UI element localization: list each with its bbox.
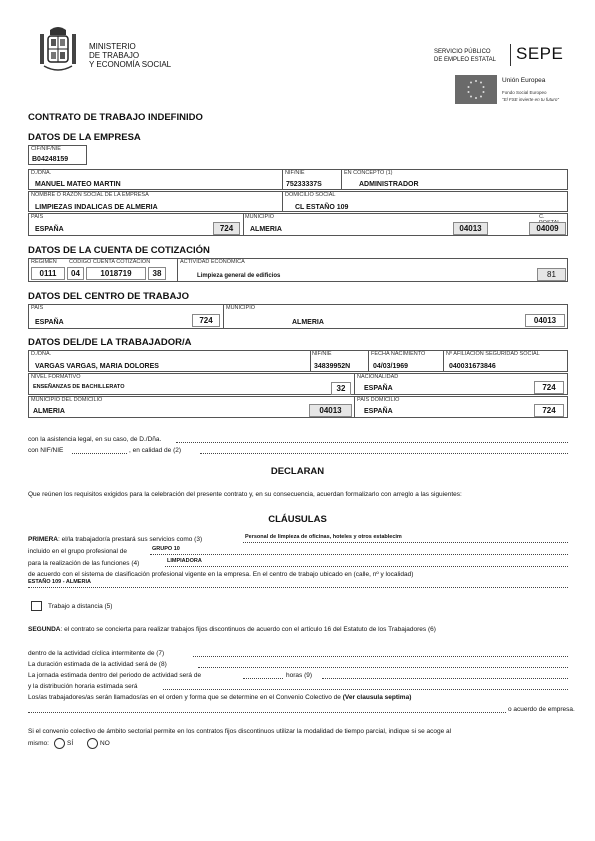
empresa-row-2: NOMBRE O RAZÓN SOCIAL DE LA EMPRESA LIMPIEZAS INDALICAS DE ALMERIA DOMICILIO SOCIAL CL ESTAÑO 109 — [28, 191, 568, 212]
jornada-label: La jornada estimada dentro del periodo de actividad será de — [28, 672, 202, 679]
clausula-primera: PRIMERA: el/la trabajador/a prestará sus servicios como (3) — [28, 536, 203, 543]
cotizacion-actividad-code: 81 — [537, 268, 566, 281]
coat-of-arms-icon — [36, 22, 80, 78]
section-centro-title: DATOS DEL CENTRO DE TRABAJO — [28, 291, 189, 302]
trabajador-municipio: ALMERIA — [33, 408, 65, 415]
section-empresa-title: DATOS DE LA EMPRESA — [28, 132, 141, 143]
centro-pais-code: 724 — [192, 314, 220, 327]
empresa-representante: MANUEL MATEO MARTIN — [35, 181, 121, 188]
cotizacion-actividad: Limpieza general de edificios — [197, 273, 281, 279]
empresa-nif: 75233337S — [286, 181, 322, 188]
eu-flag-icon — [455, 75, 497, 104]
centro-pais: ESPAÑA — [35, 319, 64, 326]
no-radio[interactable] — [87, 738, 98, 749]
empresa-cpostal: 04009 — [529, 222, 566, 235]
asistencia-calidad-label: , en calidad de (2) — [129, 447, 182, 454]
trabajador-nombre: VARGAS VARGAS, MARIA DOLORES — [35, 363, 159, 370]
trabajo-distancia-label: Trabajo a distancia (5) — [48, 603, 113, 610]
eu-title: Unión Europea — [502, 77, 546, 84]
eu-slogan: "El FSE invierte en tu futuro" — [502, 97, 559, 102]
trabajador-nif: 34839952N — [314, 363, 351, 370]
sepe-service: SERVICIO PÚBLICO DE EMPLEO ESTATAL — [434, 49, 497, 63]
duracion-label: La duración estimada de la actividad será de (8) — [28, 661, 167, 668]
trabajador-pais-domicilio-code: 724 — [534, 404, 564, 417]
dentro-label: dentro de la actividad cíclica intermitente de (7) — [28, 650, 165, 657]
empresa-domicilio: CL ESTAÑO 109 — [295, 204, 349, 211]
trabajador-nacionalidad: ESPAÑA — [364, 385, 393, 392]
centro-municipio: ALMERIA — [292, 319, 324, 326]
declaran-title: DECLARAN — [270, 466, 325, 477]
sepe-divider — [510, 44, 511, 66]
centro-ubicacion-value: ESTAÑO 109 - ALMERIA — [28, 579, 91, 585]
si-label: SÍ — [67, 740, 74, 747]
trabajador-row-2: NIVEL FORMATIVO ENSEÑANZAS DE BACHILLERATO 32 NACIONALIDAD ESPAÑA 724 — [28, 373, 568, 395]
cotizacion-prov: 04 — [67, 267, 84, 280]
ministry-name: MINISTERIO DE TRABAJO Y ECONOMÍA SOCIAL — [89, 42, 172, 69]
section-trabajador-title: DATOS DEL/DE LA TRABAJADOR/A — [28, 337, 192, 348]
funciones-value: LIMPIADORA — [167, 558, 202, 564]
cotizacion-row: RÉGIMEN CÓDIGO CUENTA COTIZACIÓN ACTIVIDAD ECONÓMICA 0111 04 1018719 38 Limpieza general de edificios 81 — [28, 258, 568, 282]
trabajador-fecha-nacimiento: 04/03/1969 — [373, 363, 409, 370]
empresa-pais: ESPAÑA — [35, 226, 64, 233]
centro-row: PAÍS ESPAÑA 724 MUNICIPIO ALMERIA 04013 — [28, 304, 568, 329]
funciones-label: para la realización de las funciones (4) — [28, 560, 140, 567]
clausulas-title: CLÁUSULAS — [268, 514, 327, 525]
asistencia-nif-label: con NIF/NIE — [28, 447, 64, 454]
empresa-municipio: ALMERIA — [250, 226, 282, 233]
empresa-razon-social: LIMPIEZAS INDALICAS DE ALMERIA — [35, 204, 158, 211]
empresa-row-1: D./DÑA. MANUEL MATEO MARTIN NIF/NIE 75233337S EN CONCEPTO (1) ADMINISTRADOR — [28, 169, 568, 190]
empresa-pais-code: 724 — [213, 222, 240, 235]
clausula-segunda: SEGUNDA: el contrato se concierta para realizar trabajos fijos discontinuos de acuerdo con el artículo 16 del Estatuto de los Trabajadores (6) — [28, 626, 436, 633]
convenio-label: Si el convenio colectivo de ámbito sectorial permite en los contratos fijos discontinuos utilizar la modalidad de tiempo parcial, indique si se acoge al — [28, 728, 452, 735]
section-cotizacion-title: DATOS DE LA CUENTA DE COTIZACIÓN — [28, 245, 210, 256]
acuerdo-label: o acuerdo de empresa. — [508, 706, 575, 713]
document-title: CONTRATO DE TRABAJO INDEFINIDO — [28, 112, 203, 123]
grupo-value: GRUPO 10 — [152, 546, 180, 552]
sepe-logo: SEPE — [516, 44, 564, 63]
jornada-horas-label: horas (9) — [286, 672, 313, 679]
grupo-label: incluido en el grupo profesional de — [28, 548, 128, 555]
cif-box: CIF/NIF/NIE B04248159 — [28, 145, 87, 165]
trabajador-nacionalidad-code: 724 — [534, 381, 564, 394]
centro-municipio-code: 04013 — [525, 314, 565, 327]
asistencia-line-1: con la asistencia legal, en su caso, de D./Dña. — [28, 436, 162, 443]
empresa-row-3: PAÍS ESPAÑA 724 MUNICIPIO ALMERIA 04013 C. 04009 — [28, 213, 568, 236]
trabajador-row-3: MUNICIPIO DEL DOMICILIO ALMERIA 04013 PAÍS DOMICILIO ESPAÑA 724 — [28, 396, 568, 418]
declaran-text: Que reúnen los requisitos exigidos para la celebración del presente contrato y, en su consecuencia, acuerdan formalizarlo con arreglo a las siguientes: — [28, 491, 462, 498]
trabajo-distancia-checkbox[interactable] — [31, 601, 42, 611]
empresa-municipio-code: 04013 — [453, 222, 488, 235]
cotizacion-dc: 38 — [148, 267, 166, 280]
trabajador-municipio-code: 04013 — [309, 404, 352, 417]
llamados-label: Los/as trabajadores/as serán llamados/as en el orden y forma que se determine en el Convenio Colectivo de (Ver clausula septima) — [28, 694, 412, 701]
clasificacion-label: de acuerdo con el sistema de clasificación profesional vigente en la empresa. En el centro de trabajo ubicado en (calle, nº y localidad) — [28, 571, 414, 578]
trabajador-row-1: D./DÑA. VARGAS VARGAS, MARIA DOLORES NIF/NIE 34839952N FECHA NACIMIENTO 04/03/1969 Nº AFILIACIÓN SEGURIDAD SOCIAL 040031673846 — [28, 350, 568, 372]
mismo-label: mismo: — [28, 740, 49, 747]
trabajador-nivel-code: 32 — [331, 382, 351, 395]
trabajador-nivel-formativo: ENSEÑANZAS DE BACHILLERATO — [33, 384, 125, 390]
distribucion-label: y la distribución horaria estimada será — [28, 683, 138, 690]
cif-value: B04248159 — [32, 156, 69, 163]
ministry-logo — [36, 22, 80, 78]
primera-puesto-value: Personal de limpieza de oficinas, hoteles y otros establecim — [245, 534, 402, 540]
cotizacion-regimen: 0111 — [31, 267, 65, 280]
no-label: NO — [100, 740, 110, 747]
eu-fund: Fondo Social Europeo — [502, 90, 547, 95]
empresa-concepto: ADMINISTRADOR — [359, 181, 419, 188]
si-radio[interactable] — [54, 738, 65, 749]
cotizacion-numero: 1018719 — [86, 267, 146, 280]
trabajador-afiliacion: 040031673846 — [449, 363, 496, 370]
trabajador-pais-domicilio: ESPAÑA — [364, 408, 393, 415]
